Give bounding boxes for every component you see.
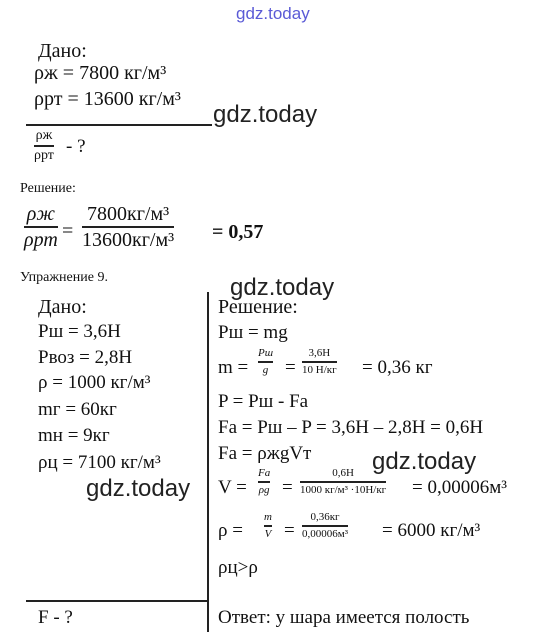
given-rho-rt: ρрт = 13600 кг/м³	[34, 88, 181, 110]
given2-item-2: ρ = 1000 кг/м³	[38, 372, 151, 393]
solution-label: Решение:	[20, 181, 76, 196]
fraction-bar	[302, 361, 337, 363]
watermark-2: gdz.today	[230, 274, 335, 301]
line7-denominator-2: 0,00006м³	[302, 527, 349, 540]
line7-equals: =	[284, 520, 295, 541]
solution2-title: Решение:	[218, 296, 298, 318]
fraction-bar	[300, 481, 386, 483]
fraction-bar	[24, 226, 58, 228]
fraction-bar	[82, 226, 174, 228]
line2-lhs: m =	[218, 357, 249, 378]
line6-numerator-1: Fa	[258, 467, 271, 479]
solution2-line-1: Pш = mg	[218, 322, 288, 343]
line7-lhs: ρ =	[218, 520, 243, 541]
solution-result: = 0,57	[212, 221, 264, 243]
given2-item-0: Pш = 3,6H	[38, 321, 121, 342]
line6-equals: =	[282, 477, 293, 498]
line2-numerator-1: Pш	[258, 347, 274, 359]
find-denominator: ρрт	[34, 147, 54, 163]
line2-denominator-1: g	[262, 363, 269, 376]
given2-item-5: ρц = 7100 кг/м³	[38, 452, 161, 473]
find-numerator: ρж	[35, 128, 53, 143]
find2-divider	[26, 600, 207, 602]
line6-fraction-1	[258, 468, 270, 496]
solution2-line-5: Fa = ρжgVт	[218, 443, 312, 464]
fraction-bar	[34, 145, 54, 147]
line7-result: = 6000 кг/м³	[382, 520, 481, 541]
column-divider	[207, 292, 209, 632]
given-rho-zh: ρж = 7800 кг/м³	[34, 62, 167, 84]
line6-numerator-2: 0,6H	[332, 467, 354, 479]
watermark-3: gdz.today	[86, 475, 191, 502]
watermark-4: gdz.today	[372, 448, 477, 475]
solution2-line-4: Fa = Pш – P = 3,6H – 2,8H = 0,6H	[218, 417, 484, 438]
line6-denominator-2: 1000 кг/м³ ·10H/кг	[300, 483, 387, 496]
line7-fraction-2	[302, 512, 348, 540]
solution2-line-8: ρц>ρ	[218, 557, 258, 578]
given-title: Дано:	[38, 40, 87, 62]
line2-result: = 0,36 кг	[362, 357, 433, 378]
answer: Ответ: у шара имеется полость	[218, 607, 470, 628]
line7-denominator-1: V	[264, 527, 272, 540]
solution-rhs-denominator: 13600кг/м³	[82, 228, 175, 251]
solution-lhs-fraction	[24, 204, 58, 250]
solution-rhs-fraction	[82, 204, 174, 250]
solution-lhs-denominator: ρрт	[24, 228, 58, 251]
find2: F - ?	[38, 607, 73, 628]
line6-fraction-2	[300, 468, 386, 496]
line2-numerator-2: 3,6H	[308, 347, 331, 359]
given2-item-1: Pвоз = 2,8H	[38, 347, 133, 368]
line6-lhs: V =	[218, 477, 247, 498]
line2-fraction-2	[302, 348, 337, 376]
find-fraction	[34, 129, 54, 163]
solution-rhs-numerator: 7800кг/м³	[87, 203, 170, 225]
fraction-bar	[264, 525, 272, 527]
line7-numerator-2: 0,36кг	[310, 511, 340, 523]
given2-item-3: mг = 60кг	[38, 399, 117, 420]
solution-lhs-numerator: ρж	[26, 203, 55, 225]
watermark-1: gdz.today	[213, 101, 318, 128]
line2-denominator-2: 10 H/кг	[302, 363, 337, 376]
given-divider	[26, 124, 212, 126]
equals-sign: =	[62, 220, 74, 242]
fraction-bar	[258, 361, 273, 363]
line7-numerator-1: m	[264, 511, 272, 523]
watermark-top: gdz.today	[236, 4, 310, 23]
line6-result: = 0,00006м³	[412, 477, 507, 498]
solution2-line-3: P = Pш - Fa	[218, 391, 309, 412]
fraction-bar	[302, 525, 348, 527]
line7-fraction-1	[264, 512, 272, 540]
fraction-bar	[258, 481, 270, 483]
exercise-label: Упражнение 9.	[20, 270, 108, 285]
given2-title: Дано:	[38, 296, 87, 318]
find-suffix: - ?	[66, 136, 86, 157]
line2-fraction-1	[258, 348, 273, 376]
line6-denominator-1: ρg	[258, 483, 270, 496]
given2-item-4: mн = 9кг	[38, 425, 110, 446]
line2-equals: =	[285, 357, 296, 378]
